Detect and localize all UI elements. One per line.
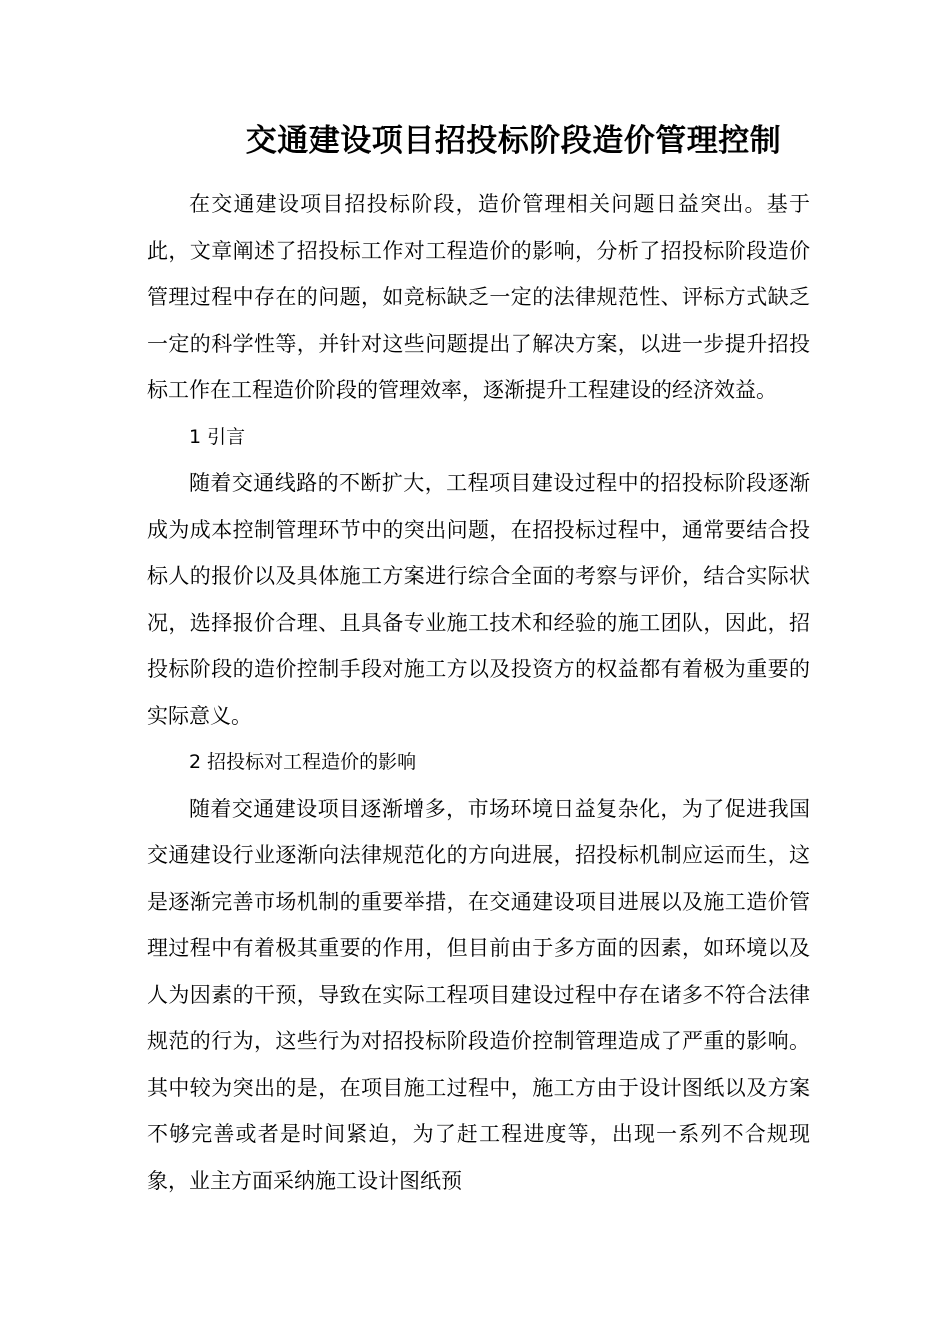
abstract-paragraph: 在交通建设项目招投标阶段，造价管理相关问题日益突出。基于此，文章阐述了招投标工作对工程造价的影响，分析了招投标阶段造价管理过程中存在的问题，如竞标缺乏一定的法律规范性、评标方式缺乏一定的科学性等，并针对这些问题提出了解决方案，以进一步提升招投标工作在工程造价阶段的管理效率，逐渐提升工程建设的经济效益。	[147, 192, 810, 402]
section-heading-introduction: 1 引言	[189, 425, 246, 448]
section-heading-influence: 2 招投标对工程造价的影响	[189, 751, 417, 773]
document-title: 交通建设项目招投标阶段造价管理控制	[245, 123, 782, 159]
section-paragraph-influence: 随着交通建设项目逐渐增多，市场环境日益复杂化，为了促进我国交通建设行业逐渐向法律规范化的方向进展，招投标机制应运而生，这是逐渐完善市场机制的重要举措，在交通建设项目进展以及施工造价管理过程中有着极其重要的作用，但目前由于多方面的因素，如环境以及人为因素的干预，导致在实际工程项目建设过程中存在诸多不符合法律规范的行为，这些行为对招投标阶段造价控制管理造成了严重的影响。其中较为突出的是，在项目施工过程中，施工方由于设计图纸以及方案不够完善或者是时间紧迫，为了赶工程进度等，出现一系列不合规现象，业主方面采纳施工设计图纸预	[147, 796, 810, 1193]
document-body	[147, 181, 810, 1204]
section-paragraph-introduction: 随着交通线路的不断扩大，工程项目建设过程中的招投标阶段逐渐成为成本控制管理环节中的突出问题，在招投标过程中，通常要结合投标人的报价以及具体施工方案进行综合全面的考察与评价，结合实际状况，选择报价合理、且具备专业施工技术和经验的施工团队，因此，招投标阶段的造价控制手段对施工方以及投资方的权益都有着极为重要的实际意义。	[147, 471, 810, 728]
